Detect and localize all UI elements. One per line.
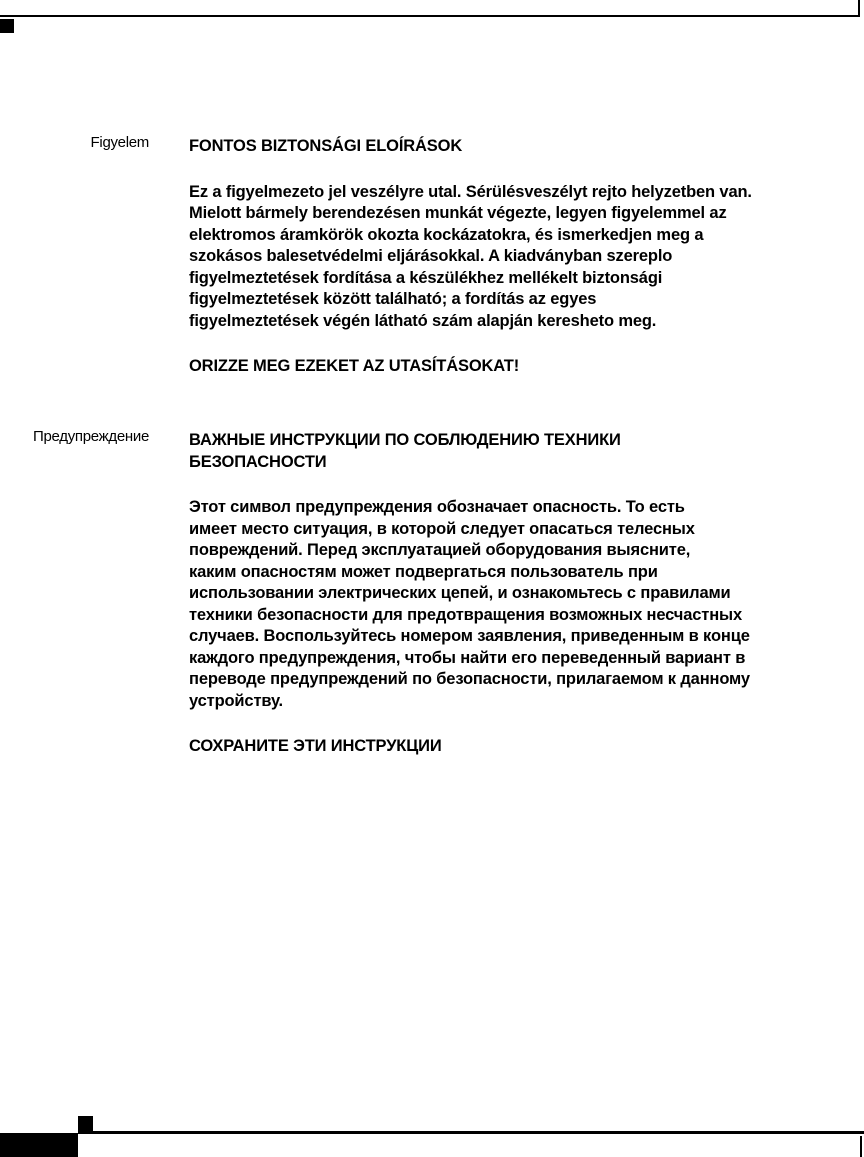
header-rule <box>0 0 860 17</box>
body-line: figyelmeztetések végén látható szám alapján keresheto meg. <box>189 311 657 330</box>
body-line: каким опасностям может подвергаться пользователь при <box>189 562 658 581</box>
body-line: случаев. Воспользуйтесь номером заявления, приведенным в конце <box>189 627 750 645</box>
warning-body <box>189 497 861 712</box>
warning-label-hungarian: Figyelem <box>90 134 149 151</box>
warning-closing: СОХРАНИТЕ ЭТИ ИНСТРУКЦИИ <box>189 737 442 755</box>
heading-line: БЕЗОПАСНОСТИ <box>189 452 327 471</box>
body-line: Этот символ предупреждения обозначает опасность. То есть <box>189 498 685 516</box>
footer-corner-marker <box>78 1116 93 1131</box>
body-line: каждого предупреждения, чтобы найти его переведенный вариант в <box>189 648 746 667</box>
warning-body <box>189 182 861 333</box>
warning-heading <box>189 430 861 473</box>
body-line: szokásos balesetvédelmi eljárásokkal. A kiadványban szereplo <box>189 247 673 265</box>
body-line: устройству. <box>189 691 283 710</box>
body-line: использовании электрических цепей, и ознакомьтесь с правилами <box>189 584 731 602</box>
warning-content-russian <box>189 430 861 758</box>
footer-tab-bar <box>0 1133 78 1157</box>
footer-rule-end <box>860 1136 862 1157</box>
warning-heading <box>189 136 861 158</box>
header-corner-marker <box>0 19 14 33</box>
heading-line: ВАЖНЫЕ ИНСТРУКЦИИ ПО СОБЛЮДЕНИЮ ТЕХНИКИ <box>189 431 621 449</box>
warning-closing: ORIZZE MEG EZEKET AZ UTASÍTÁSOKAT! <box>189 357 520 375</box>
body-line: Mielott bármely berendezésen munkát végezte, legyen figyelemmel az <box>189 204 727 222</box>
body-line: техники безопасности для предотвращения возможных несчастных <box>189 605 742 624</box>
body-line: figyelmeztetések fordítása a készülékhez mellékelt biztonsági <box>189 268 663 287</box>
footer-rule <box>78 1131 864 1134</box>
body-line: повреждений. Перед эксплуатацией оборудования выясните, <box>189 541 691 559</box>
body-line: имеет место ситуация, в которой следует опасаться телесных <box>189 519 695 538</box>
warning-content-hungarian <box>189 136 861 378</box>
body-line: elektromos áramkörök okozta kockázatokra, és ismerkedjen meg a <box>189 225 704 244</box>
body-line: figyelmeztetések között található; a fordítás az egyes <box>189 290 597 308</box>
warning-label-russian: Предупреждение <box>33 428 149 445</box>
heading-line: FONTOS BIZTONSÁGI ELOÍRÁSOK <box>189 137 463 155</box>
body-line: Ez a figyelmezeto jel veszélyre utal. Sérülésveszélyt rejto helyzetben van. <box>189 182 752 201</box>
body-line: переводе предупреждений по безопасности, прилагаемом к данному <box>189 670 750 688</box>
